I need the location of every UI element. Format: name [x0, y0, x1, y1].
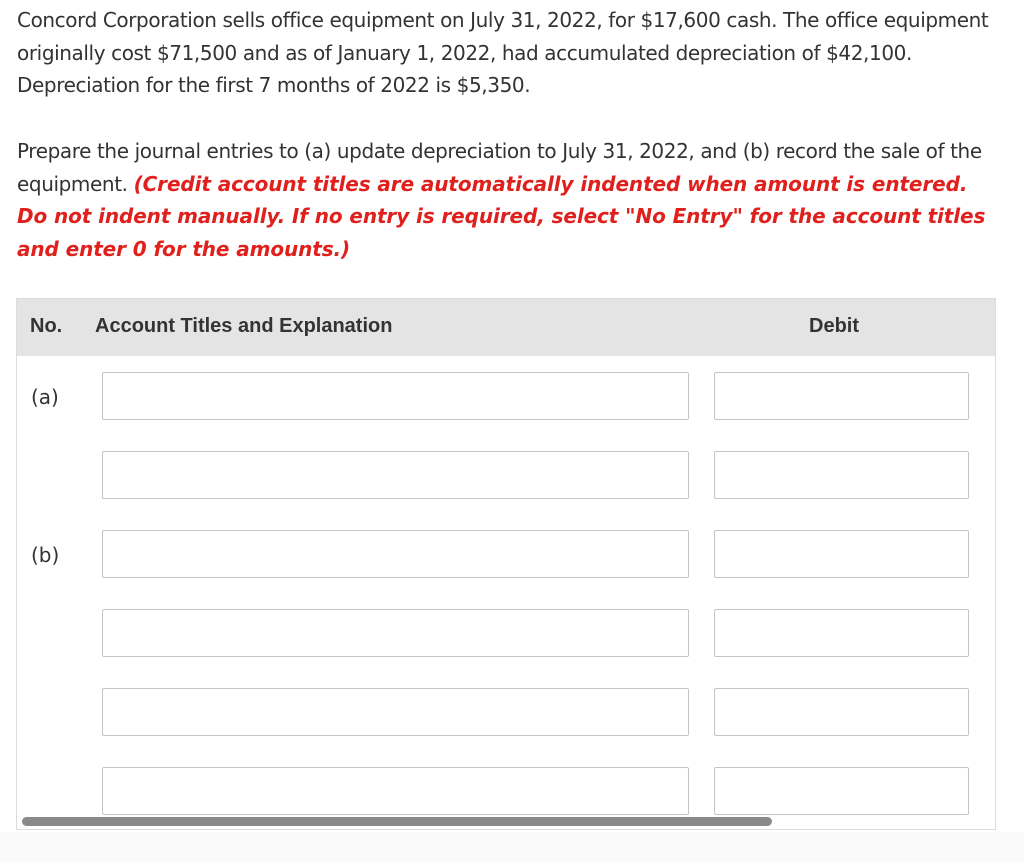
debit-amount-input[interactable] [714, 451, 969, 499]
header-debit: Debit [809, 315, 859, 337]
page-footer-area [0, 832, 1024, 862]
journal-entry-table [16, 298, 996, 830]
debit-amount-input[interactable] [714, 688, 969, 736]
account-title-input[interactable] [102, 688, 689, 736]
entry-label-b: (b) [31, 543, 60, 567]
account-title-input[interactable] [102, 609, 689, 657]
instructions-note: (Credit account titles are automatically indented when amount is entered. Do not indent manually. If no entry is required, select "No Entry" for the account titles and enter 0 for the amounts.) [17, 171, 986, 261]
account-title-input[interactable] [102, 451, 689, 499]
account-title-input[interactable] [102, 767, 689, 815]
debit-amount-input[interactable] [714, 530, 969, 578]
debit-amount-input[interactable] [714, 372, 969, 420]
header-no: No. [30, 315, 63, 337]
table-header [17, 299, 996, 356]
account-title-input[interactable] [102, 530, 689, 578]
instructions [17, 135, 1002, 265]
debit-amount-input[interactable] [714, 609, 969, 657]
header-account-titles: Account Titles and Explanation [95, 315, 393, 337]
entry-label-a: (a) [31, 385, 59, 409]
debit-amount-input[interactable] [714, 767, 969, 815]
problem-statement: Concord Corporation sells office equipment on July 31, 2022, for $17,600 cash. The office equipment originally cost $71,500 and as of January 1, 2022, had accumulated depreciation of $42,100. Depreciation for the first 7 months of 2022 is $5,350. [17, 8, 989, 97]
horizontal-scrollbar[interactable] [22, 817, 772, 826]
instructions-text: Prepare the journal entries to (a) update depreciation to July 31, 2022, and (b) record the sale of the equipment. [17, 139, 982, 196]
account-title-input[interactable] [102, 372, 689, 420]
